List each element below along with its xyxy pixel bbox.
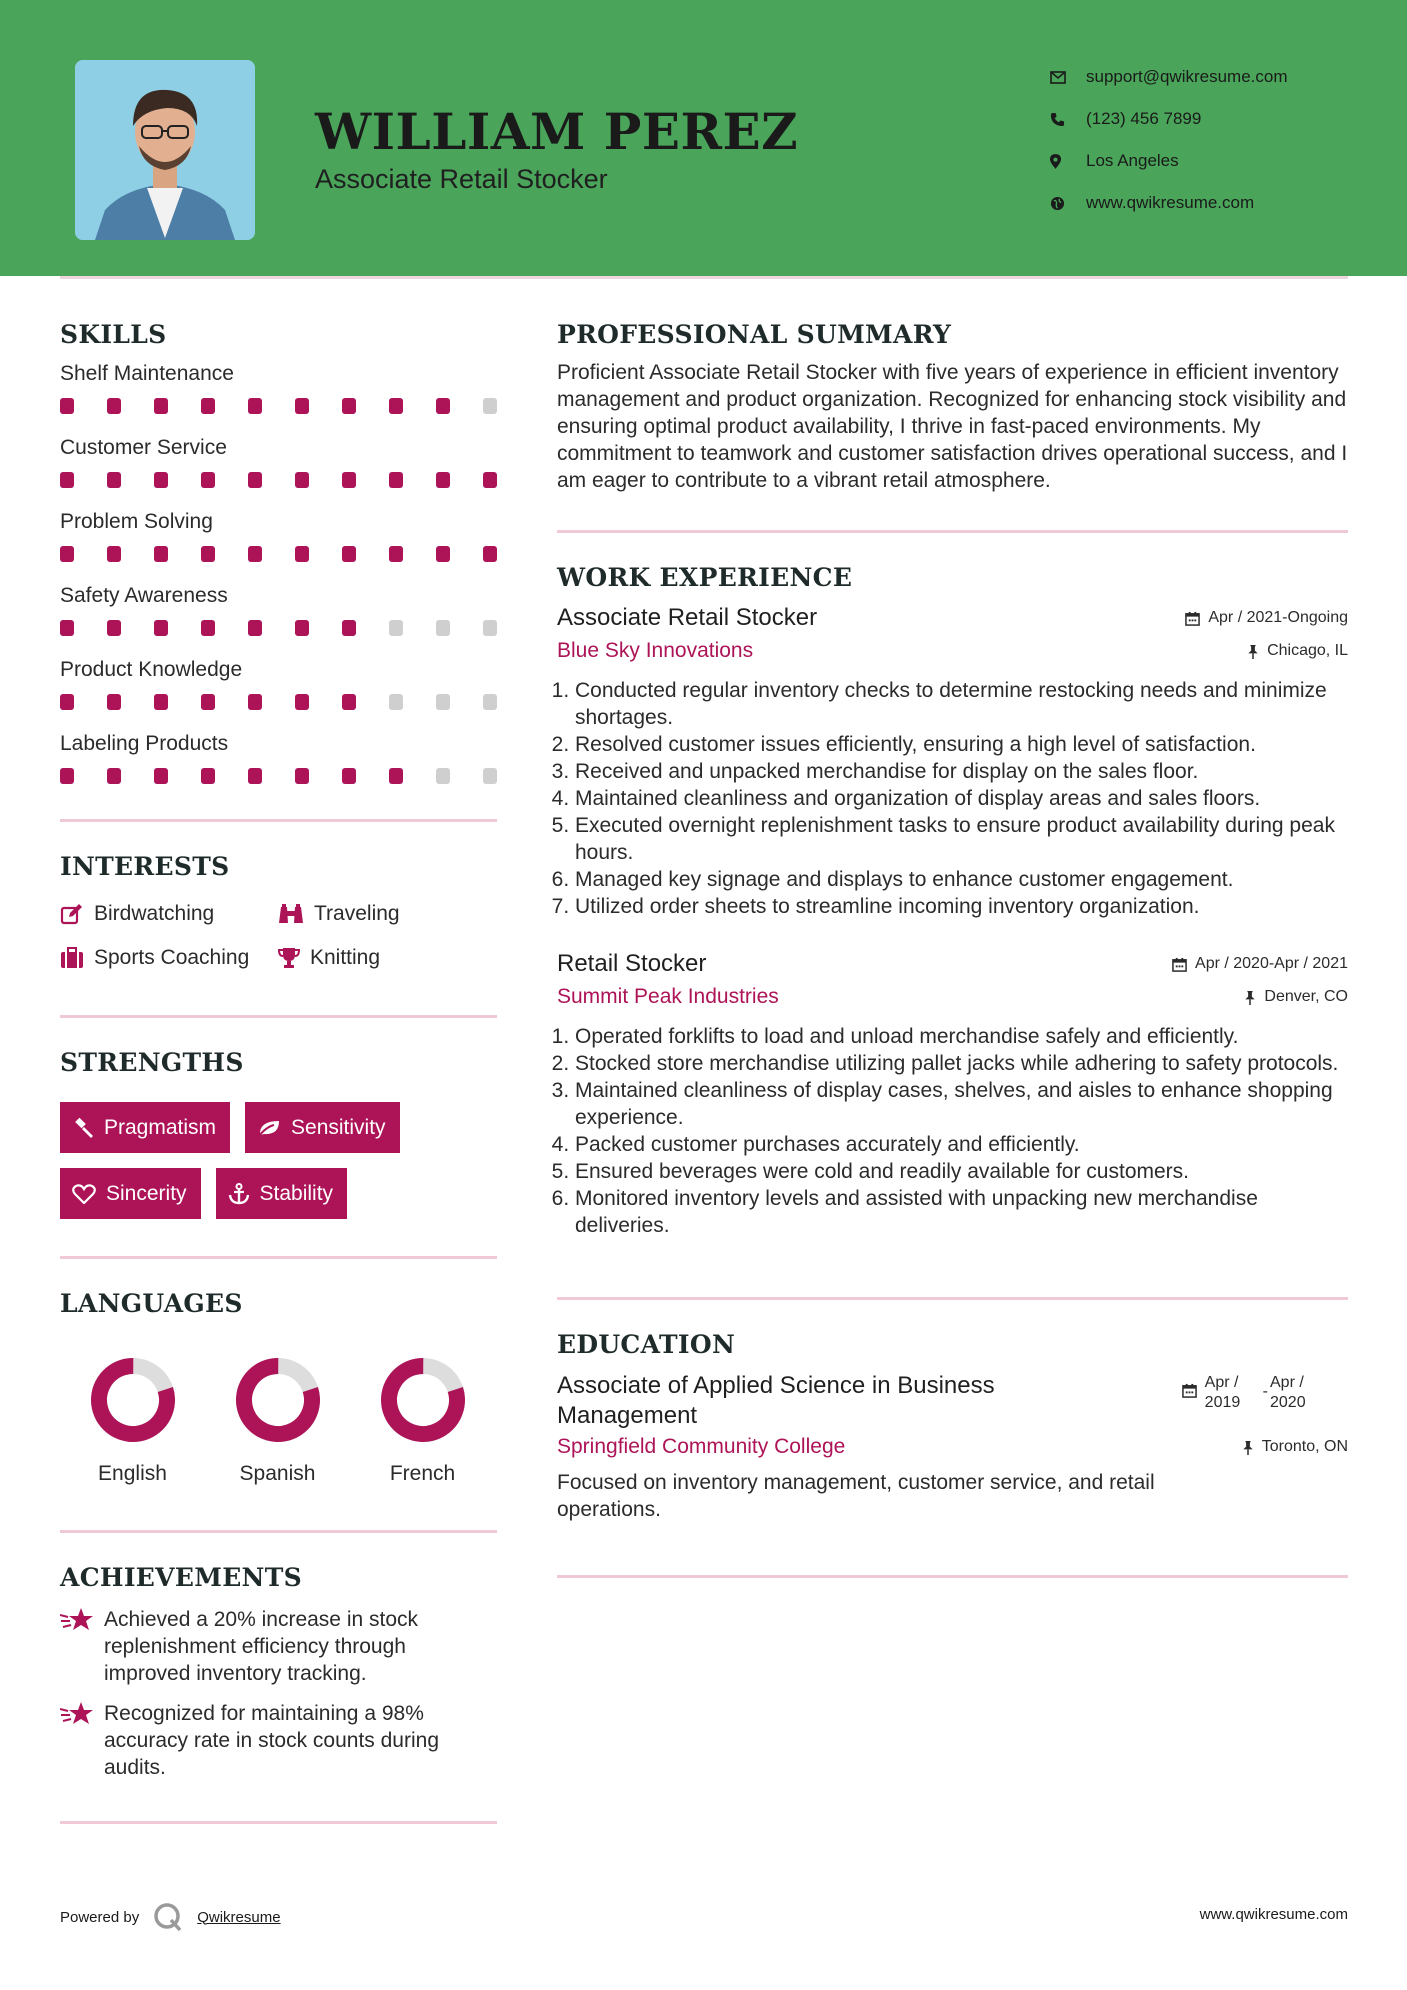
rating-dot-filled xyxy=(107,694,121,710)
rating-dot-empty xyxy=(483,768,497,784)
job-title: Associate Retail Stocker xyxy=(557,604,818,631)
phone-text: (123) 456 7899 xyxy=(1086,109,1202,128)
skills-list xyxy=(60,361,497,804)
language-item xyxy=(205,1356,350,1486)
rating-dot-empty xyxy=(436,768,450,784)
rating-dot-filled xyxy=(248,694,262,710)
calendar-icon xyxy=(1182,1383,1197,1398)
rating-dot-filled xyxy=(201,546,215,562)
language-item xyxy=(60,1356,205,1486)
rating-dot-empty xyxy=(483,398,497,414)
rating-dot-filled xyxy=(60,620,74,636)
pushpin-icon xyxy=(1247,644,1259,659)
education-entry xyxy=(557,1371,1348,1523)
rating-dot-filled xyxy=(248,398,262,414)
contact-list xyxy=(1050,56,1288,224)
achievements-heading: ACHIEVEMENTS xyxy=(60,1563,302,1592)
envelope-icon xyxy=(1050,71,1086,84)
rating-dot-filled xyxy=(60,546,74,562)
language-gauge xyxy=(89,1356,177,1444)
skill-rating xyxy=(60,616,497,656)
globe-icon xyxy=(1050,196,1086,211)
strength-badge: Pragmatism xyxy=(60,1102,230,1153)
rating-dot-filled xyxy=(248,546,262,562)
language-name: Spanish xyxy=(239,1462,316,1485)
shooting-star-icon xyxy=(60,1700,94,1726)
rating-dot-empty xyxy=(436,620,450,636)
rating-dot-filled xyxy=(436,398,450,414)
qwikresume-logo-icon xyxy=(153,1902,183,1932)
job-bullets: 1. Operated forklifts to load and unload merchandise safely and efficiently. 2. Stocked store merchandise utilizing pallet jacks while adhering to safety protocols. 3. Maintained cleanliness of display cases, shelves, and aisles to enhance shopping experience. 4. Packed customer purchases accurately and efficiently. 5. Ensured beverages were cold and readily available for customers. 6. Monitored inventory levels and assisted with unpacking new merchandise deliveries. xyxy=(557,1023,1348,1239)
rating-dot-filled xyxy=(342,546,356,562)
rating-dot-filled xyxy=(295,620,309,636)
job-location: Denver, CO xyxy=(1244,988,1348,1006)
date-separator: - xyxy=(1262,1383,1268,1400)
skills-heading: SKILLS xyxy=(60,320,167,349)
footer-website[interactable]: www.qwikresume.com xyxy=(1199,1906,1348,1923)
section-divider xyxy=(557,530,1348,533)
rating-dot-filled xyxy=(342,472,356,488)
pushpin-icon xyxy=(1242,1440,1254,1455)
calendar-icon xyxy=(1185,611,1200,626)
achievements-list xyxy=(60,1606,497,1781)
interest-item: Knitting xyxy=(278,945,497,971)
strengths-list xyxy=(60,1102,497,1219)
rating-dot-filled xyxy=(389,546,403,562)
rating-dot-filled xyxy=(248,472,262,488)
leaf-icon xyxy=(257,1118,281,1138)
phone-icon xyxy=(1050,112,1086,127)
right-column xyxy=(557,320,1348,1578)
job-bullets: 1. Conducted regular inventory checks to determine restocking needs and minimize shortages. 2. Resolved customer issues efficiently, ensuring a high level of satisfaction. 3. Received and unpacked merchandise for display on the sales floor. 4. Maintained cleanliness and organization of display areas and sales floors. 5. Executed overnight replenishment tasks to ensure product availability during peak hours. 6. Managed key signage and displays to enhance customer engagement. 7. Utilized order sheets to streamline incoming inventory organization. xyxy=(557,677,1348,920)
education-heading: EDUCATION xyxy=(557,1330,736,1359)
contact-email[interactable] xyxy=(1050,56,1288,98)
rating-dot-filled xyxy=(201,620,215,636)
rating-dot-filled xyxy=(60,398,74,414)
strength-badge: Stability xyxy=(216,1168,348,1219)
rating-dot-filled xyxy=(342,620,356,636)
rating-dot-filled xyxy=(295,768,309,784)
skill-name: Problem Solving xyxy=(60,510,213,533)
gavel-icon xyxy=(72,1117,94,1139)
summary-text: Proficient Associate Retail Stocker with five years of experience in efficient inventory management and product organization. Recognized for enhancing stock visibility and ensuring optimal product availability, I thrive in fast-paced environments. My commitment to teamwork and customer satisfaction drives operational success, and I am eager to contribute to a vibrant retail atmosphere. xyxy=(557,361,1348,492)
rating-dot-filled xyxy=(154,620,168,636)
heart-icon xyxy=(72,1184,96,1204)
company-name: Summit Peak Industries xyxy=(557,985,779,1008)
email-text: support@qwikresume.com xyxy=(1086,67,1288,86)
rating-dot-filled xyxy=(154,768,168,784)
language-gauge xyxy=(234,1356,322,1444)
rating-dot-filled xyxy=(342,398,356,414)
skill-name: Shelf Maintenance xyxy=(60,362,234,385)
section-divider xyxy=(60,1015,497,1018)
left-column xyxy=(60,320,497,1824)
rating-dot-empty xyxy=(389,620,403,636)
job-title: Retail Stocker xyxy=(557,950,707,977)
shooting-star-icon xyxy=(60,1606,94,1632)
job-entry xyxy=(557,950,1348,1239)
school-name: Springfield Community College xyxy=(557,1435,846,1458)
rating-dot-filled xyxy=(107,546,121,562)
rating-dot-filled xyxy=(483,546,497,562)
skill-rating xyxy=(60,394,497,434)
interests-list xyxy=(60,901,497,971)
gauge-fill xyxy=(380,1357,466,1443)
language-name: French xyxy=(389,1462,456,1485)
achievement-item: Achieved a 20% increase in stock replenishment efficiency through improved inventory tracking. xyxy=(60,1606,497,1687)
language-name: English xyxy=(98,1462,167,1485)
contact-location xyxy=(1050,140,1288,182)
rating-dot-empty xyxy=(436,694,450,710)
rating-dot-filled xyxy=(389,398,403,414)
rating-dot-filled xyxy=(436,472,450,488)
profile-photo xyxy=(75,60,255,240)
rating-dot-filled xyxy=(154,694,168,710)
skill-rating xyxy=(60,542,497,582)
rating-dot-filled xyxy=(342,768,356,784)
skill-name: Labeling Products xyxy=(60,732,229,755)
rating-dot-empty xyxy=(389,694,403,710)
rating-dot-empty xyxy=(483,694,497,710)
interest-item: Birdwatching xyxy=(60,901,278,927)
calendar-icon xyxy=(1172,957,1187,972)
rating-dot-filled xyxy=(389,472,403,488)
header-banner xyxy=(0,0,1407,276)
rating-dot-filled xyxy=(154,472,168,488)
section-divider xyxy=(60,1530,497,1533)
education-dates xyxy=(1182,1373,1318,1413)
skill-name: Product Knowledge xyxy=(60,658,243,681)
rating-dot-filled xyxy=(389,768,403,784)
education-location: Toronto, ON xyxy=(1242,1438,1348,1456)
job-entry xyxy=(557,604,1348,920)
job-dates: Apr / 2020-Apr / 2021 xyxy=(1172,955,1348,973)
rating-dot-filled xyxy=(201,694,215,710)
interest-item: Sports Coaching xyxy=(60,945,278,971)
company-name: Blue Sky Innovations xyxy=(557,639,754,662)
candidate-name: WILLIAM PEREZ xyxy=(315,102,799,161)
footer-powered xyxy=(60,1902,281,1932)
map-marker-icon xyxy=(1050,154,1086,169)
rating-dot-filled xyxy=(201,398,215,414)
rating-dot-filled xyxy=(342,694,356,710)
skill-name: Customer Service xyxy=(60,436,227,459)
interests-heading: INTERESTS xyxy=(60,852,230,881)
rating-dot-filled xyxy=(248,620,262,636)
languages-heading: LANGUAGES xyxy=(60,1289,243,1318)
qwikresume-link[interactable]: Qwikresume xyxy=(197,1908,281,1926)
rating-dot-filled xyxy=(295,546,309,562)
education-start: Apr / 2019 xyxy=(1204,1374,1241,1411)
degree-title: Associate of Applied Science in Business Management xyxy=(557,1372,995,1429)
education-description: Focused on inventory management, customer service, and retail operations. xyxy=(557,1471,1155,1521)
section-divider xyxy=(60,1821,497,1824)
rating-dot-empty xyxy=(483,620,497,636)
strengths-heading: STRENGTHS xyxy=(60,1048,244,1077)
skill-name: Safety Awareness xyxy=(60,584,228,607)
rating-dot-filled xyxy=(295,398,309,414)
rating-dot-filled xyxy=(107,768,121,784)
rating-dot-filled xyxy=(107,620,121,636)
strength-badge: Sensitivity xyxy=(245,1102,400,1153)
section-divider xyxy=(60,819,497,822)
header-divider xyxy=(60,276,1348,279)
education-end: Apr / 2020 xyxy=(1270,1374,1306,1411)
gauge-fill xyxy=(90,1357,176,1443)
rating-dot-filled xyxy=(295,472,309,488)
rating-dot-filled xyxy=(483,472,497,488)
rating-dot-filled xyxy=(60,472,74,488)
skill-rating xyxy=(60,468,497,508)
contact-website[interactable] xyxy=(1050,182,1288,224)
language-item xyxy=(350,1356,495,1486)
gauge-fill xyxy=(235,1357,321,1443)
anchor-icon xyxy=(228,1183,250,1205)
website-text: www.qwikresume.com xyxy=(1086,193,1255,212)
section-divider xyxy=(60,1256,497,1259)
contact-phone[interactable] xyxy=(1050,98,1288,140)
job-dates: Apr / 2021-Ongoing xyxy=(1185,609,1348,627)
rating-dot-filled xyxy=(60,694,74,710)
edit-icon xyxy=(60,903,84,925)
achievement-item: Recognized for maintaining a 98% accuracy rate in stock counts during audits. xyxy=(60,1700,497,1781)
rating-dot-filled xyxy=(154,398,168,414)
experience-heading: WORK EXPERIENCE xyxy=(557,563,853,592)
interest-item: Traveling xyxy=(278,901,497,927)
rating-dot-filled xyxy=(154,546,168,562)
rating-dot-filled xyxy=(436,546,450,562)
powered-by-label: Powered by xyxy=(60,1908,140,1926)
language-gauge xyxy=(379,1356,467,1444)
rating-dot-filled xyxy=(201,768,215,784)
strength-badge: Sincerity xyxy=(60,1168,201,1219)
languages-list xyxy=(60,1356,497,1486)
pushpin-icon xyxy=(1244,990,1256,1005)
location-text: Los Angeles xyxy=(1086,151,1179,170)
rating-dot-filled xyxy=(107,398,121,414)
rating-dot-filled xyxy=(60,768,74,784)
skill-rating xyxy=(60,764,497,804)
skill-rating xyxy=(60,690,497,730)
summary-heading: PROFESSIONAL SUMMARY xyxy=(557,320,952,349)
section-divider xyxy=(557,1575,1348,1578)
rating-dot-filled xyxy=(201,472,215,488)
binoculars-icon xyxy=(278,903,304,925)
candidate-title: Associate Retail Stocker xyxy=(315,164,608,194)
trophy-icon xyxy=(278,947,300,969)
section-divider xyxy=(557,1297,1348,1300)
job-location: Chicago, IL xyxy=(1247,642,1348,660)
briefcase-icon xyxy=(60,947,84,969)
rating-dot-filled xyxy=(107,472,121,488)
rating-dot-filled xyxy=(295,694,309,710)
rating-dot-filled xyxy=(248,768,262,784)
